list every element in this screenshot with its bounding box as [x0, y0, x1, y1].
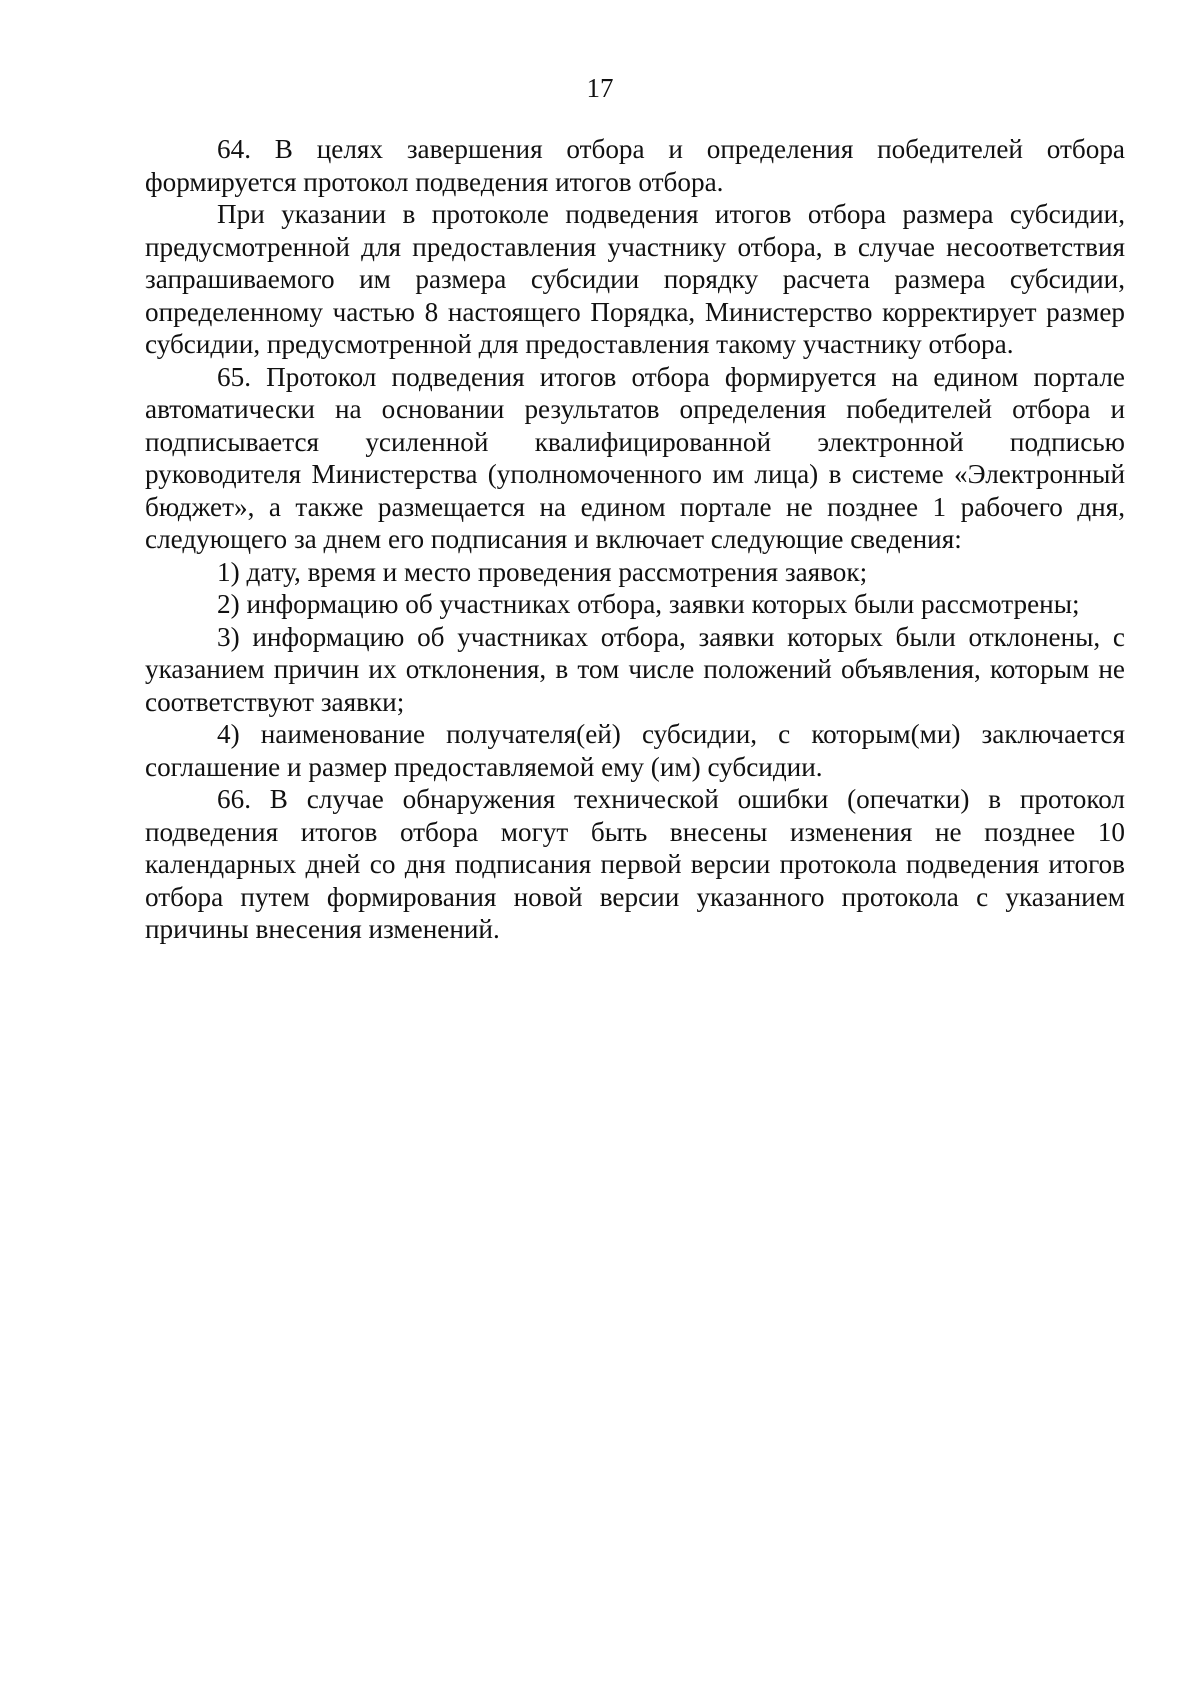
- document-body: [145, 133, 1125, 946]
- list-item-4: 4) наименование получателя(ей) субсидии, с которым(ми) заключается соглашение и размер предоставляемой ему (им) субсидии.: [145, 719, 1125, 782]
- list-item-2: 2) информацию об участниках отбора, заявки которых были рассмотрены;: [217, 589, 1080, 619]
- list-item-1: 1) дату, время и место проведения рассмотрения заявок;: [217, 556, 868, 587]
- list-item-3: 3) информацию об участниках отбора, заявки которых были отклонены, с указанием причин их отклонения, в том числе положений объявления, которым не соответствуют заявки;: [145, 621, 1125, 717]
- page-number: 17: [586, 73, 614, 103]
- paragraph-64-subsidy-size: При указании в протоколе подведения итогов отбора размера субсидии, предусмотренной для предоставления участнику отбора, в случае несоответствия запрашиваемого им размера субсидии порядку расчета размера субсидии, определенному частью 8 настоящего Порядка, Министерство корректирует размер субсидии, предусмотренной для предоставления такому участнику отбора.: [145, 199, 1125, 359]
- paragraph-66: 66. В случае обнаружения технической ошибки (опечатки) в протокол подведения итогов отбора могут быть внесены изменения не позднее 10 календарных дней со дня подписания первой версии протокола подведения итогов отбора путем формирования новой версии указанного протокола с указанием причины внесения изменений.: [145, 784, 1125, 944]
- paragraph-65: 65. Протокол подведения итогов отбора формируется на едином портале автоматически на основании результатов определения победителей отбора и подписывается усиленной квалифицированной электронной подписью руководителя Министерства (уполномоченного им лица) в системе «Электронный бюджет», а также размещается на едином портале не позднее 1 рабочего дня, следующего за днем его подписания и включает следующие сведения:: [145, 361, 1125, 554]
- paragraph-64: 64. В целях завершения отбора и определения победителей отбора формируется протокол подведения итогов отбора.: [145, 134, 1125, 197]
